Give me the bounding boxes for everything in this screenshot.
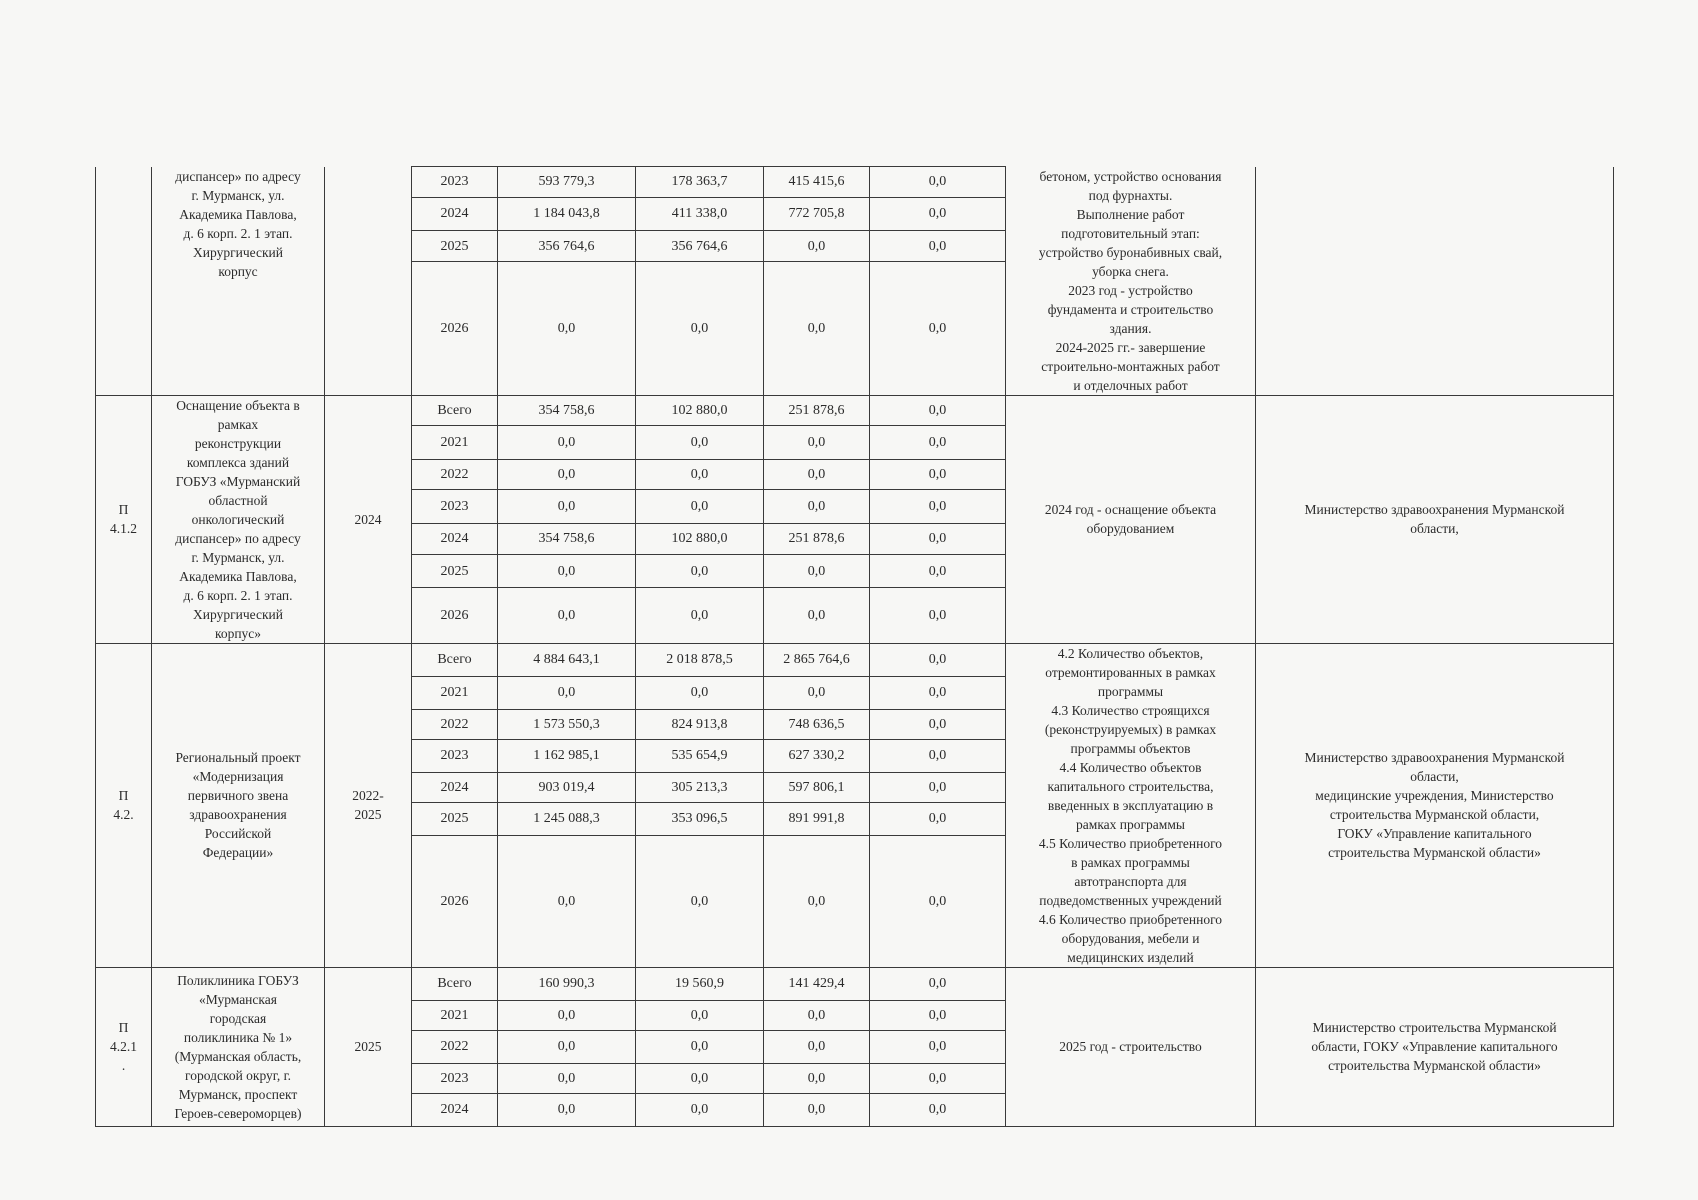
- total-cell: 0,0: [498, 261, 636, 395]
- federal-cell: 0,0: [636, 554, 764, 588]
- total-cell: 593 779,3: [498, 167, 636, 198]
- regional-cell: 0,0: [764, 1063, 870, 1093]
- year-cell: 2024: [412, 772, 498, 802]
- federal-cell: 0,0: [636, 426, 764, 460]
- table-row: [96, 167, 1614, 198]
- regional-cell: 0,0: [764, 261, 870, 395]
- year-cell: 2021: [412, 676, 498, 709]
- other-cell: 0,0: [870, 197, 1006, 231]
- regional-cell: 597 806,1: [764, 772, 870, 802]
- other-cell: 0,0: [870, 395, 1006, 426]
- result-cell: 2024 год - оснащение объекта оборудованием: [1006, 395, 1256, 643]
- other-cell: 0,0: [870, 802, 1006, 835]
- total-cell: 354 758,6: [498, 395, 636, 426]
- year-cell: 2025: [412, 554, 498, 588]
- regional-cell: 0,0: [764, 676, 870, 709]
- other-cell: 0,0: [870, 967, 1006, 1000]
- federal-cell: 353 096,5: [636, 802, 764, 835]
- total-cell: 903 019,4: [498, 772, 636, 802]
- other-cell: 0,0: [870, 588, 1006, 643]
- year-cell: 2021: [412, 1000, 498, 1030]
- regional-cell: 0,0: [764, 588, 870, 643]
- other-cell: 0,0: [870, 459, 1006, 490]
- item-name-cell: Региональный проект «Модернизация первичного звена здравоохранения Российской Федерации»: [152, 643, 325, 967]
- regional-cell: 748 636,5: [764, 709, 870, 739]
- period-cell: [325, 167, 412, 396]
- year-cell: 2021: [412, 426, 498, 460]
- federal-cell: 0,0: [636, 1063, 764, 1093]
- period-cell: 2024: [325, 395, 412, 643]
- regional-cell: 0,0: [764, 836, 870, 967]
- row-id-cell: П 4.2.: [96, 643, 152, 967]
- year-cell: 2023: [412, 490, 498, 524]
- item-name-cell: диспансер» по адресу г. Мурманск, ул. Академика Павлова, д. 6 корп. 2. 1 этап. Хирургический корпус: [152, 167, 325, 396]
- other-cell: 0,0: [870, 739, 1006, 772]
- other-cell: 0,0: [870, 1093, 1006, 1126]
- federal-cell: 0,0: [636, 1030, 764, 1063]
- year-cell: Всего: [412, 967, 498, 1000]
- other-cell: 0,0: [870, 231, 1006, 262]
- other-cell: 0,0: [870, 554, 1006, 588]
- federal-cell: 0,0: [636, 1000, 764, 1030]
- table-row: [96, 967, 1614, 1000]
- regional-cell: 0,0: [764, 1093, 870, 1126]
- table-row: [96, 395, 1614, 426]
- total-cell: 354 758,6: [498, 524, 636, 555]
- year-cell: 2023: [412, 1063, 498, 1093]
- year-cell: 2024: [412, 524, 498, 555]
- federal-cell: 411 338,0: [636, 197, 764, 231]
- regional-cell: 627 330,2: [764, 739, 870, 772]
- year-cell: 2024: [412, 197, 498, 231]
- federal-cell: 0,0: [636, 1093, 764, 1126]
- total-cell: 0,0: [498, 588, 636, 643]
- other-cell: 0,0: [870, 1063, 1006, 1093]
- executor-cell: Министерство строительства Мурманской области, ГОКУ «Управление капитального строительства Мурманской области»: [1256, 967, 1614, 1126]
- executor-cell: Министерство здравоохранения Мурманской области,: [1256, 395, 1614, 643]
- other-cell: 0,0: [870, 709, 1006, 739]
- federal-cell: 305 213,3: [636, 772, 764, 802]
- federal-cell: 0,0: [636, 836, 764, 967]
- federal-cell: 0,0: [636, 261, 764, 395]
- table-row: [96, 643, 1614, 676]
- other-cell: 0,0: [870, 426, 1006, 460]
- regional-cell: 2 865 764,6: [764, 643, 870, 676]
- year-cell: 2026: [412, 261, 498, 395]
- budget-table: [95, 166, 1614, 1127]
- federal-cell: 0,0: [636, 490, 764, 524]
- federal-cell: 178 363,7: [636, 167, 764, 198]
- year-cell: 2022: [412, 459, 498, 490]
- regional-cell: 0,0: [764, 554, 870, 588]
- regional-cell: 415 415,6: [764, 167, 870, 198]
- year-cell: 2025: [412, 802, 498, 835]
- result-cell: 2025 год - строительство: [1006, 967, 1256, 1126]
- other-cell: 0,0: [870, 490, 1006, 524]
- total-cell: 356 764,6: [498, 231, 636, 262]
- item-name-cell: Оснащение объекта в рамках реконструкции комплекса зданий ГОБУЗ «Мурманский областной онкологический диспансер» по адресу г. Мурманск, ул. Академика Павлова, д. 6 корп. 2. 1 этап. Хирургический корпус»: [152, 395, 325, 643]
- regional-cell: 0,0: [764, 459, 870, 490]
- regional-cell: 0,0: [764, 426, 870, 460]
- year-cell: 2024: [412, 1093, 498, 1126]
- regional-cell: 0,0: [764, 1030, 870, 1063]
- total-cell: 0,0: [498, 1063, 636, 1093]
- year-cell: 2023: [412, 739, 498, 772]
- regional-cell: 251 878,6: [764, 395, 870, 426]
- federal-cell: 19 560,9: [636, 967, 764, 1000]
- executor-cell: [1256, 167, 1614, 396]
- total-cell: 0,0: [498, 490, 636, 524]
- federal-cell: 102 880,0: [636, 395, 764, 426]
- total-cell: 0,0: [498, 459, 636, 490]
- total-cell: 0,0: [498, 1000, 636, 1030]
- total-cell: 1 573 550,3: [498, 709, 636, 739]
- federal-cell: 535 654,9: [636, 739, 764, 772]
- executor-cell: Министерство здравоохранения Мурманской области, медицинские учреждения, Министерство строительства Мурманской области, ГОКУ «Управление капитального строительства Мурманской области»: [1256, 643, 1614, 967]
- total-cell: 0,0: [498, 836, 636, 967]
- other-cell: 0,0: [870, 676, 1006, 709]
- year-cell: 2022: [412, 1030, 498, 1063]
- total-cell: 4 884 643,1: [498, 643, 636, 676]
- total-cell: 0,0: [498, 1030, 636, 1063]
- other-cell: 0,0: [870, 1000, 1006, 1030]
- year-cell: 2025: [412, 231, 498, 262]
- federal-cell: 0,0: [636, 676, 764, 709]
- other-cell: 0,0: [870, 643, 1006, 676]
- regional-cell: 772 705,8: [764, 197, 870, 231]
- other-cell: 0,0: [870, 836, 1006, 967]
- year-cell: Всего: [412, 643, 498, 676]
- total-cell: 1 184 043,8: [498, 197, 636, 231]
- row-id-cell: [96, 167, 152, 396]
- regional-cell: 251 878,6: [764, 524, 870, 555]
- year-cell: 2023: [412, 167, 498, 198]
- regional-cell: 0,0: [764, 1000, 870, 1030]
- year-cell: 2022: [412, 709, 498, 739]
- other-cell: 0,0: [870, 261, 1006, 395]
- other-cell: 0,0: [870, 1030, 1006, 1063]
- federal-cell: 824 913,8: [636, 709, 764, 739]
- total-cell: 160 990,3: [498, 967, 636, 1000]
- item-name-cell: Поликлиника ГОБУЗ «Мурманская городская поликлиника № 1» (Мурманская область, городской округ, г. Мурманск, проспект Героев-североморцев): [152, 967, 325, 1126]
- total-cell: 0,0: [498, 676, 636, 709]
- total-cell: 0,0: [498, 426, 636, 460]
- total-cell: 0,0: [498, 1093, 636, 1126]
- federal-cell: 0,0: [636, 588, 764, 643]
- total-cell: 0,0: [498, 554, 636, 588]
- federal-cell: 102 880,0: [636, 524, 764, 555]
- federal-cell: 0,0: [636, 459, 764, 490]
- regional-cell: 0,0: [764, 231, 870, 262]
- row-id-cell: П 4.1.2: [96, 395, 152, 643]
- regional-cell: 0,0: [764, 490, 870, 524]
- year-cell: 2026: [412, 588, 498, 643]
- regional-cell: 891 991,8: [764, 802, 870, 835]
- result-cell: 4.2 Количество объектов, отремонтированных в рамках программы 4.3 Количество строящихся (реконструируемых) в рамках программы объектов 4.4 Количество объектов капитального строительства, введенных в эксплуатацию в рамках программы 4.5 Количество приобретенного в рамках программы автотранспорта для подведомственных учреждений 4.6 Количество приобретенного оборудования, мебели и медицинских изделий: [1006, 643, 1256, 967]
- other-cell: 0,0: [870, 167, 1006, 198]
- row-id-cell: П 4.2.1 .: [96, 967, 152, 1126]
- total-cell: 1 245 088,3: [498, 802, 636, 835]
- result-cell: бетоном, устройство основания под фурнахты. Выполнение работ подготовительный этап: устройство буронабивных свай, уборка снега. 2023 год - устройство фундамента и строительство здания. 2024-2025 гг.- завершение строительно-монтажных работ и отделочных работ: [1006, 167, 1256, 396]
- table-body: [96, 167, 1614, 1127]
- federal-cell: 2 018 878,5: [636, 643, 764, 676]
- period-cell: 2025: [325, 967, 412, 1126]
- other-cell: 0,0: [870, 524, 1006, 555]
- federal-cell: 356 764,6: [636, 231, 764, 262]
- total-cell: 1 162 985,1: [498, 739, 636, 772]
- year-cell: Всего: [412, 395, 498, 426]
- year-cell: 2026: [412, 836, 498, 967]
- period-cell: 2022- 2025: [325, 643, 412, 967]
- other-cell: 0,0: [870, 772, 1006, 802]
- regional-cell: 141 429,4: [764, 967, 870, 1000]
